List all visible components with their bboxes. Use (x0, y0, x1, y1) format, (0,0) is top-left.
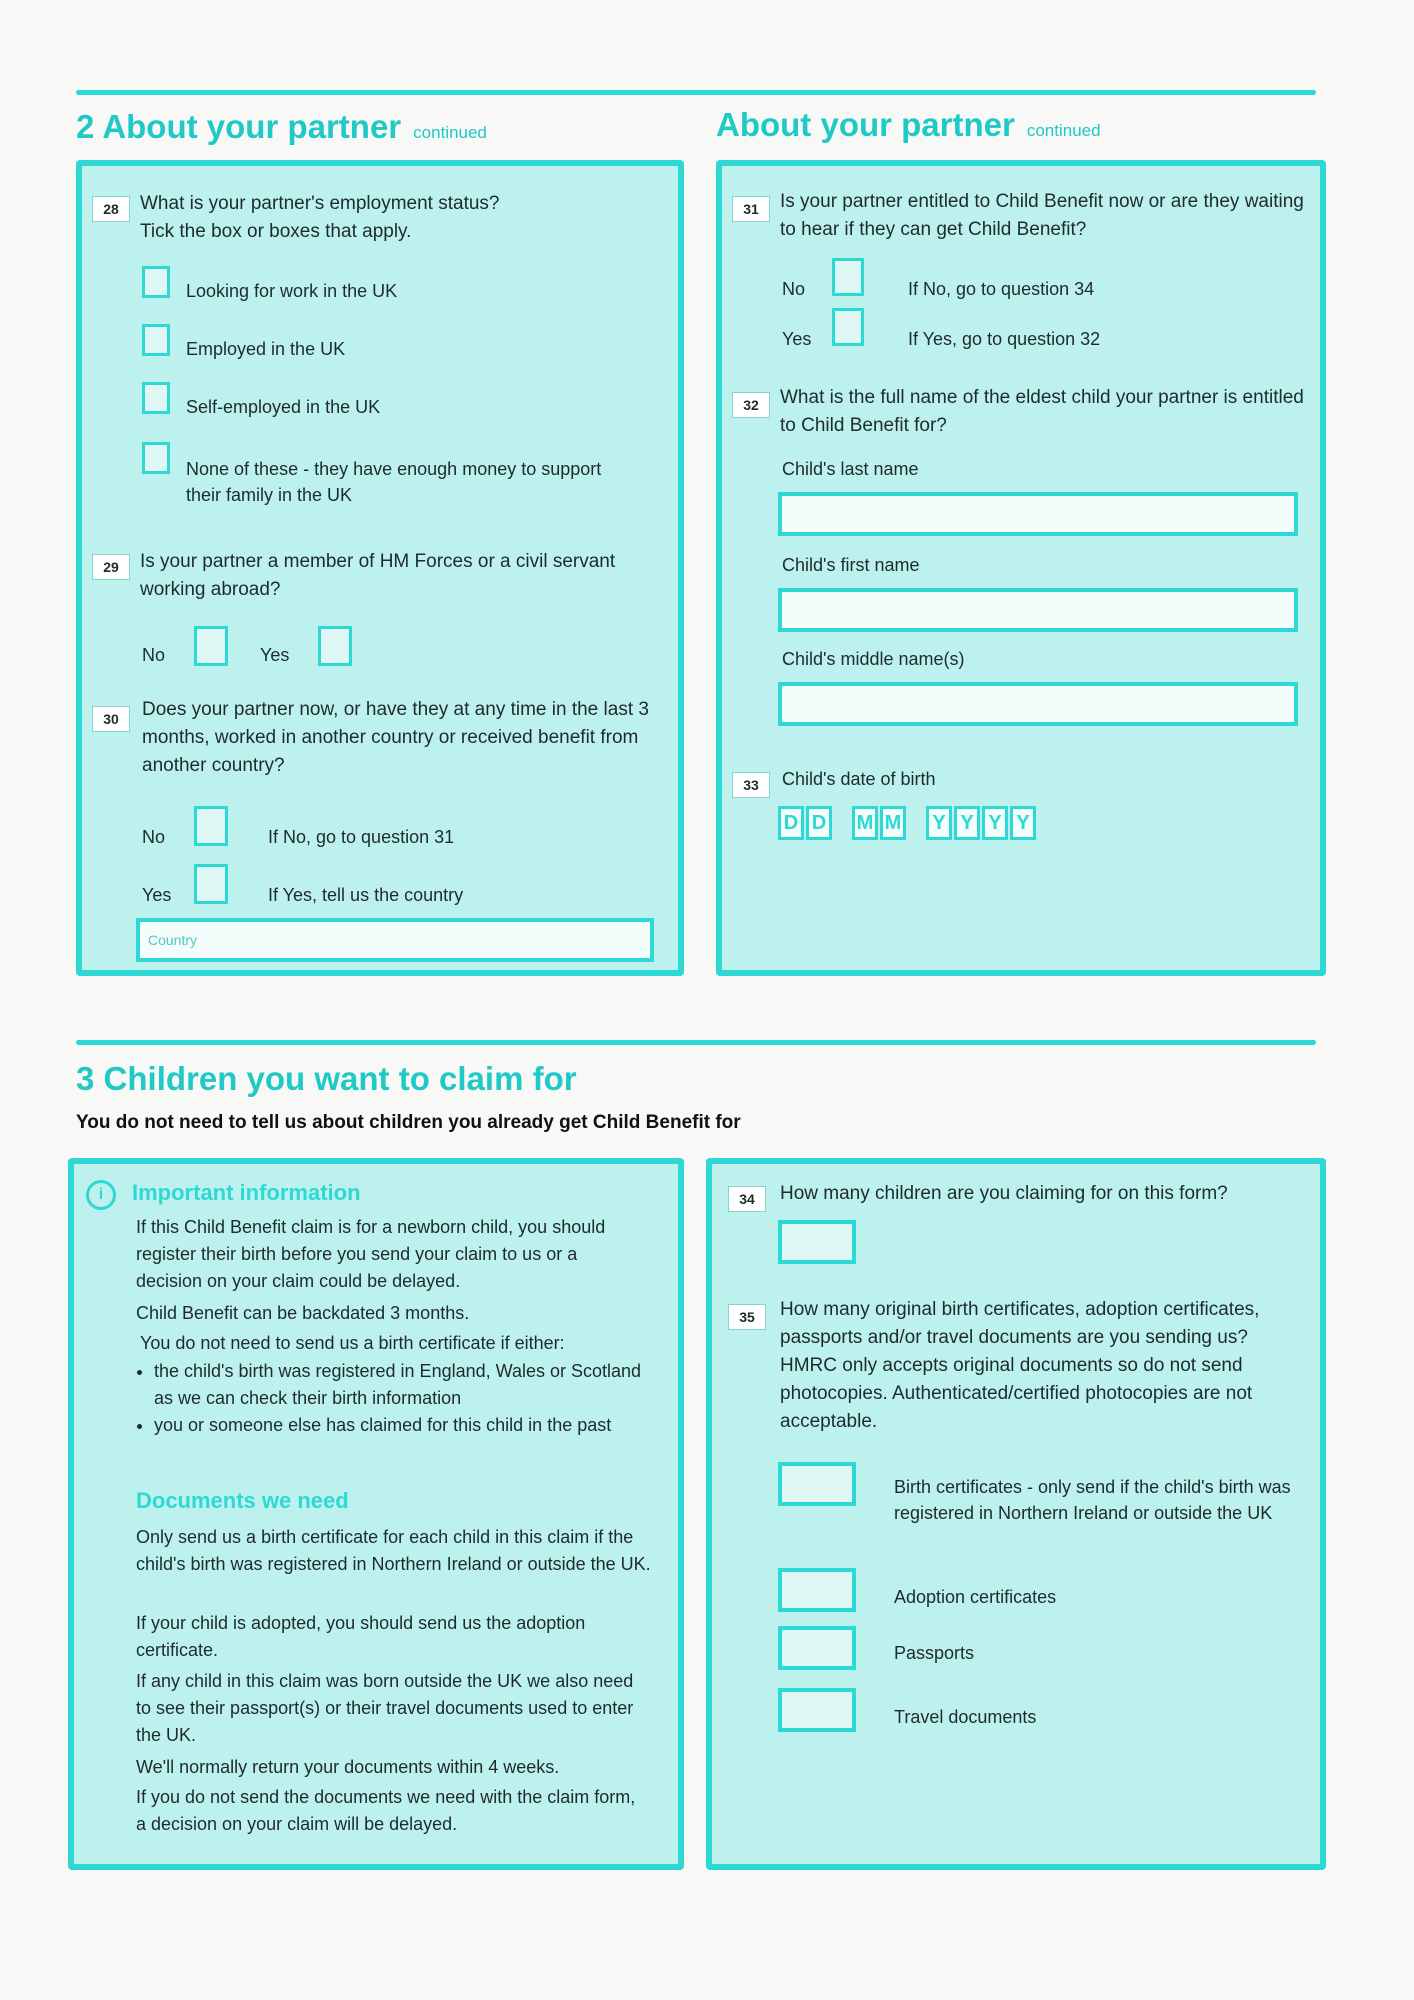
dob-year-3[interactable]: Y (982, 806, 1008, 840)
continued-label: continued (413, 123, 487, 142)
option-label: Looking for work in the UK (186, 281, 398, 301)
question-number: 34 (728, 1186, 766, 1212)
dob-year-1[interactable]: Y (926, 806, 952, 840)
question-32-text: What is the full name of the eldest child your partner is entitled to Child Benefit for? (780, 387, 1304, 436)
section-3-divider (76, 1040, 1316, 1045)
question-31-text: Is your partner entitled to Child Benefit now or are they waiting to hear if they can get Child Benefit? (780, 191, 1304, 240)
dob-year-4[interactable]: Y (1010, 806, 1036, 840)
child-first-name-input[interactable] (778, 588, 1298, 632)
checkbox-no[interactable] (832, 258, 864, 296)
question-number: 30 (92, 706, 130, 732)
question-number: 29 (92, 554, 130, 580)
documents-text-birth-cert: Only send us a birth certificate for each child in this claim if the child's birth was registered in Northern Ireland or outside the UK. (136, 1527, 651, 1574)
question-30-text: Does your partner now, or have they at any time in the last 3 months, worked in another country or received benefit from another country? (142, 699, 649, 776)
option-label: None of these - they have enough money to support their family in the UK (186, 459, 602, 505)
children-count-input[interactable] (778, 1220, 856, 1264)
no-label: No (142, 645, 166, 665)
documents-text-adopted: If your child is adopted, you should send us the adoption certificate. (136, 1613, 586, 1660)
section-3-subtitle: You do not need to tell us about children you already get Child Benefit for (76, 1112, 741, 1133)
section-title-text: About your partner (102, 108, 402, 145)
documents-text-passports: If any child in this claim was born outside the UK we also need to see their passport(s) or their travel documents used to enter the UK. (136, 1671, 634, 1745)
routing-note: If No, go to question 31 (268, 827, 455, 847)
yes-label: Yes (260, 645, 290, 665)
important-information-panel (68, 1158, 684, 1870)
checkbox-self-employed[interactable] (142, 382, 170, 414)
no-label: No (142, 827, 166, 847)
continued-label: continued (1026, 121, 1101, 140)
dob-month-2[interactable]: M (880, 806, 906, 840)
important-information-heading: Important information (132, 1180, 361, 1205)
dob-day-1[interactable]: D (778, 806, 804, 840)
last-name-label: Child's last name (782, 459, 919, 479)
dob-day-2[interactable]: D (806, 806, 832, 840)
info-bullet: • the child's birth was registered in England, Wales or Scotland as we can check their birth information (154, 1358, 646, 1412)
country-placeholder: Country (148, 932, 198, 948)
section-2-title (76, 108, 487, 146)
section-number: 2 (76, 108, 95, 145)
section-title-text: Children you want to claim for (103, 1060, 577, 1097)
routing-note: If Yes, tell us the country (268, 885, 464, 905)
documents-text-delayed: If you do not send the documents we need with the claim form, a decision on your claim will be delayed. (136, 1787, 636, 1834)
checkbox-yes[interactable] (194, 864, 228, 904)
question-text (140, 190, 660, 246)
first-name-label: Child's first name (782, 555, 920, 575)
checkbox-employed[interactable] (142, 324, 170, 356)
info-icon: i (86, 1180, 116, 1210)
section-title-text: About your partner (716, 106, 1015, 143)
country-input[interactable] (136, 918, 654, 962)
checkbox-no[interactable] (194, 626, 228, 666)
question-28-text: What is your partner's employment status? (140, 193, 500, 214)
checkbox-yes[interactable] (318, 626, 352, 666)
child-last-name-input[interactable] (778, 492, 1298, 536)
date-of-birth-label: Child's date of birth (782, 769, 936, 789)
travel-documents-label: Travel documents (894, 1707, 1037, 1727)
yes-label: Yes (782, 329, 812, 349)
routing-note: If No, go to question 34 (908, 279, 1095, 299)
children-questions-panel (706, 1158, 1326, 1870)
adoption-certificates-label: Adoption certificates (894, 1587, 1057, 1607)
travel-documents-count-input[interactable] (778, 1688, 856, 1732)
question-28-hint: Tick the box or boxes that apply. (140, 221, 412, 242)
checkbox-yes[interactable] (832, 308, 864, 346)
middle-names-label: Child's middle name(s) (782, 649, 965, 669)
question-number: 35 (728, 1304, 766, 1330)
birth-certificates-label: Birth certificates - only send if the child's birth was registered in Northern Ireland or outside the UK (894, 1477, 1291, 1523)
question-number: 33 (732, 772, 770, 798)
option-label: Self-employed in the UK (186, 397, 381, 417)
adoption-certificates-count-input[interactable] (778, 1568, 856, 1612)
top-divider (76, 90, 1316, 95)
passports-label: Passports (894, 1643, 975, 1663)
option-label: Employed in the UK (186, 339, 346, 359)
yes-label: Yes (142, 885, 172, 905)
partner-panel-left (76, 160, 684, 976)
section-3-title (76, 1060, 577, 1098)
section-number: 3 (76, 1060, 95, 1097)
info-text-backdated: Child Benefit can be backdated 3 months. (136, 1303, 470, 1323)
routing-note: If Yes, go to question 32 (908, 329, 1101, 349)
info-bullet-list (136, 1358, 646, 1439)
checkbox-looking-for-work[interactable] (142, 266, 170, 298)
question-34-text: How many children are you claiming for on this form? (780, 1183, 1228, 1204)
section-2-title-right (716, 106, 1101, 144)
info-bullet: • you or someone else has claimed for this child in the past (154, 1412, 646, 1439)
question-number: 32 (732, 392, 770, 418)
checkbox-none-of-these[interactable] (142, 442, 170, 474)
no-label: No (782, 279, 806, 299)
question-29-text: Is your partner a member of HM Forces or a civil servant working abroad? (140, 551, 616, 600)
documents-heading: Documents we need (136, 1488, 349, 1513)
question-number: 31 (732, 196, 770, 222)
info-text-no-certificate: You do not need to send us a birth certificate if either: (140, 1333, 565, 1353)
dob-month-1[interactable]: M (852, 806, 878, 840)
passports-count-input[interactable] (778, 1626, 856, 1670)
question-35-text: How many original birth certificates, adoption certificates, passports and/or travel documents are you sending us? HMRC only accepts original documents so do not send photocopies. Authenticated/certified photocopies are not acceptable. (780, 1299, 1260, 1432)
info-text-newborn: If this Child Benefit claim is for a newborn child, you should register their birth before you send your claim to us or a decision on your claim could be delayed. (136, 1217, 606, 1291)
partner-panel-right (716, 160, 1326, 976)
child-middle-names-input[interactable] (778, 682, 1298, 726)
dob-year-2[interactable]: Y (954, 806, 980, 840)
question-number: 28 (92, 196, 130, 222)
documents-text-return: We'll normally return your documents within 4 weeks. (136, 1757, 560, 1777)
checkbox-no[interactable] (194, 806, 228, 846)
birth-certificates-count-input[interactable] (778, 1462, 856, 1506)
